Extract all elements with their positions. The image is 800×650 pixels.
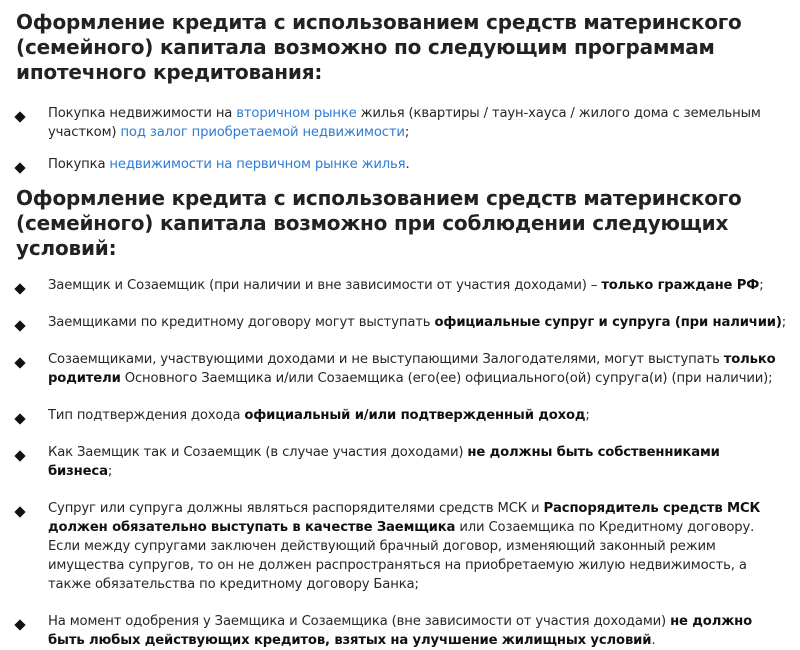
item-text: ; — [107, 464, 113, 479]
diamond-bullet-icon — [14, 357, 25, 368]
item-text: Заемщиками по кредитному договору могут выступать — [48, 315, 435, 330]
item-text: ; — [781, 315, 787, 330]
heading-programs: Оформление кредита с использованием средств материнского (семейного) капитала возможно по следующим программам ипотечного кредитования: — [16, 10, 742, 84]
list-item — [16, 313, 788, 332]
diamond-bullet-icon — [14, 283, 25, 294]
item-bold: Распорядитель средств МСК должен обязательно выступать в качестве Заемщика — [48, 501, 761, 535]
diamond-bullet-icon — [14, 320, 25, 331]
list-item — [16, 155, 788, 174]
item-bold: официальные супруг и супруга (при наличии) — [434, 315, 782, 330]
item-text: ; — [404, 125, 410, 140]
list-item — [16, 612, 788, 650]
list-item — [16, 499, 788, 594]
item-text: . — [651, 633, 656, 648]
item-text: Созаемщиками, участвующими доходами и не выступающими Залогодателями, могут выступать — [48, 352, 724, 367]
conditions-list — [16, 276, 788, 650]
item-text: Заемщик и Созаемщик (при наличии и вне зависимости от участия доходами) – — [48, 278, 602, 293]
item-text: Покупка недвижимости на — [48, 106, 237, 121]
diamond-bullet-icon — [14, 162, 25, 173]
item-text: Как Заемщик так и Созаемщик (в случае участия доходами) — [48, 445, 468, 460]
diamond-bullet-icon — [14, 413, 25, 424]
list-item — [16, 443, 788, 481]
list-item — [16, 350, 788, 388]
item-bold: не должно быть любых действующих кредитов, взятых на улучшение жилищных условий — [48, 614, 753, 648]
item-text: или Созаемщика по Кредитному договору. Если между супругами заключен действующий брачный договор, изменяющий законный режим имущества супругов, то он не должен распространяться на приобретаемую жилую недвижимость, а также обязательства по кредитному договору Банка; — [48, 520, 755, 592]
item-text: На момент одобрения у Заемщика и Созаемщика (вне зависимости от участия доходами) — [48, 614, 671, 629]
diamond-bullet-icon — [14, 450, 25, 461]
item-text: Тип подтверждения дохода — [48, 408, 245, 423]
diamond-bullet-icon — [14, 111, 25, 122]
programs-list — [16, 104, 788, 174]
diamond-bullet-icon — [14, 506, 25, 517]
item-bold: официальный и/или подтвержденный доход — [244, 408, 586, 423]
item-text: ; — [759, 278, 764, 293]
item-text: Супруг или супруга должны являться распорядителями средств МСК и — [48, 501, 544, 516]
pledge-link[interactable]: под залог приобретаемой недвижимости — [120, 125, 405, 140]
primary-market-link[interactable]: недвижимости на первичном рынке жилья — [109, 157, 406, 172]
secondary-market-link[interactable]: вторичном рынке — [236, 106, 357, 121]
item-text: ; — [585, 408, 590, 423]
heading-conditions: Оформление кредита с использованием средств материнского (семейного) капитала возможно при соблюдении следующих условий: — [16, 186, 742, 260]
item-bold: только родители — [48, 352, 776, 386]
item-text: . — [405, 157, 410, 172]
diamond-bullet-icon — [14, 619, 25, 630]
item-text: Основного Заемщика и/или Созаемщика (его(ее) официального(ой) супруга(и) (при наличии); — [120, 371, 773, 386]
list-item — [16, 406, 788, 425]
list-item — [16, 276, 788, 295]
item-text: Покупка — [48, 157, 110, 172]
list-item — [16, 104, 788, 142]
item-bold: не должны быть собственниками бизнеса — [48, 445, 720, 479]
item-text: жилья (квартиры / таун-хауса / жилого дома с земельным участком) — [48, 106, 761, 140]
item-bold: только граждане РФ — [601, 278, 760, 293]
